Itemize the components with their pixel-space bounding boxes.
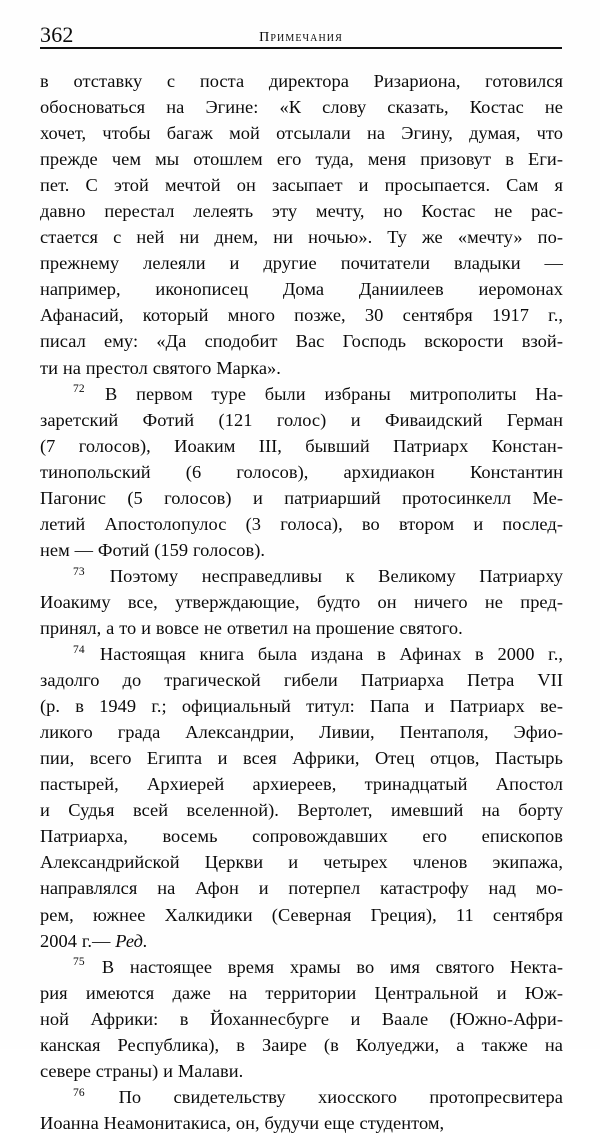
text-line: Иоакиму все, утверждающие, будто он ничего не пред-: [40, 591, 563, 612]
text-line: нем — Фотий (159 голосов).: [40, 539, 266, 560]
text-line: (р. в 1949 г.; официальный титул: Папа и Патриарх ве-: [40, 696, 563, 717]
text-line: прежде чем мы отошлем его туда, меня призовут в Еги-: [40, 149, 563, 170]
text-line: пастырей, Архиерей архиереев, тринадцатый Апостол: [40, 774, 563, 795]
text-line: пет. С этой мечтой он засыпает и просыпается. Сам я: [40, 175, 563, 196]
text-line: $^{74}$ Настоящая книга была издана в Афинах в 2000 г.,: [73, 643, 563, 665]
footnote-marker: 76: [73, 1086, 85, 1099]
footnote-marker: 72: [73, 383, 85, 396]
note-73: [40, 563, 563, 641]
text-line: летий Апостолопулос (3 голоса), во втором и послед-: [40, 513, 563, 534]
note-72: [40, 381, 563, 563]
note-76: [40, 1084, 563, 1136]
text-line: 2004 г.— Ред.: [40, 930, 148, 951]
text-line: пии, всего Египта и всея Африки, Отец отцов, Пастырь: [40, 748, 563, 769]
text-line: тинопольский (6 голосов), архидиакон Константин: [40, 461, 563, 482]
text-line: принял, а то и вовсе не ответил на прошение святого.: [40, 617, 463, 638]
text-line: хочет, чтобы багаж мой отсылали на Эгину, думая, что: [40, 123, 563, 144]
note-74: [40, 641, 563, 954]
text-line: например, иконописец Дома Даниилеев иеромонах: [40, 279, 563, 300]
header-rule: [40, 47, 562, 49]
text-line: (7 голосов), Иоаким III, бывший Патриарх Констан-: [40, 435, 563, 456]
text-line: заретский Фотий (121 голос) и Фиваидский Герман: [40, 409, 563, 430]
text-line: $^{76}$ По свидетельству хиосского протопресвитера: [73, 1086, 563, 1107]
text-line: и Судья всей вселенной). Вертолет, имевший на борту: [40, 800, 563, 821]
text-block: [40, 68, 563, 1136]
text-line: задолго до трагической гибели Патриарха Петра VII: [40, 670, 563, 691]
text-line: давно перестал лелеять эту мечту, но Костас не рас-: [40, 201, 563, 222]
text-line: ной Африки: в Йоханнесбурге и Ваале (Южно-Афри-: [40, 1008, 563, 1029]
text-line: Александрийской Церкви и четырех членов экипажа,: [40, 852, 563, 873]
text-line: $^{72}$ В первом туре были избраны митрополиты На-: [73, 383, 563, 404]
text-line: направлялся на Афон и потерпел катастрофу над мо-: [40, 878, 563, 899]
text-line: Патриарха, восемь сопровождавших его епископов: [40, 826, 563, 847]
footnote-marker: 73: [73, 565, 85, 578]
text-line: писал ему: «Да сподобит Вас Господь вскорости взой-: [40, 331, 563, 352]
text-line: $^{75}$ В настоящее время храмы во имя святого Некта-: [73, 956, 563, 977]
continued-paragraph: [40, 68, 563, 381]
text-line: Пагонис (5 голосов) и патриарший протосинкелл Ме-: [40, 487, 563, 508]
text-line: прежнему лелеяли и другие почитатели владыки —: [40, 253, 563, 274]
text-line: Афанасий, который много позже, 30 сентября 1917 г.,: [40, 305, 563, 326]
text-line: севере страны) и Малави.: [40, 1060, 244, 1081]
editor-note: Ред.: [115, 930, 148, 951]
footnote-marker: 74: [73, 643, 85, 656]
text-line: рия имеются даже на территории Центральной и Юж-: [40, 982, 563, 1003]
text-line: $^{73}$ Поэтому несправедливы к Великому Патриарху: [73, 565, 563, 586]
running-head-title: примечания: [259, 25, 343, 46]
text-line: рем, южнее Халкидики (Северная Греция), 11 сентября: [40, 904, 563, 925]
text-line: стается с ней ни днем, ни ночью». Ту же «мечту» по-: [40, 227, 563, 248]
text-line: в отставку с поста директора Ризариона, готовился: [40, 71, 563, 91]
notes-list: [40, 381, 563, 1136]
text-line: ликого града Александрии, Ливии, Пентаполя, Эфио-: [40, 722, 563, 743]
text-line: обосноваться на Эгине: «К слову сказать, Костас не: [40, 97, 563, 118]
footnote-marker: 75: [73, 956, 85, 969]
page-number: 362: [40, 22, 74, 47]
text-line: ти на престол святого Марка».: [40, 357, 281, 378]
note-75: [40, 954, 563, 1084]
text-line: канская Республика), в Заире (в Колуеджи, а также на: [40, 1034, 563, 1055]
text-line: Иоанна Неамонитакиса, он, будучи еще студентом,: [40, 1112, 445, 1133]
